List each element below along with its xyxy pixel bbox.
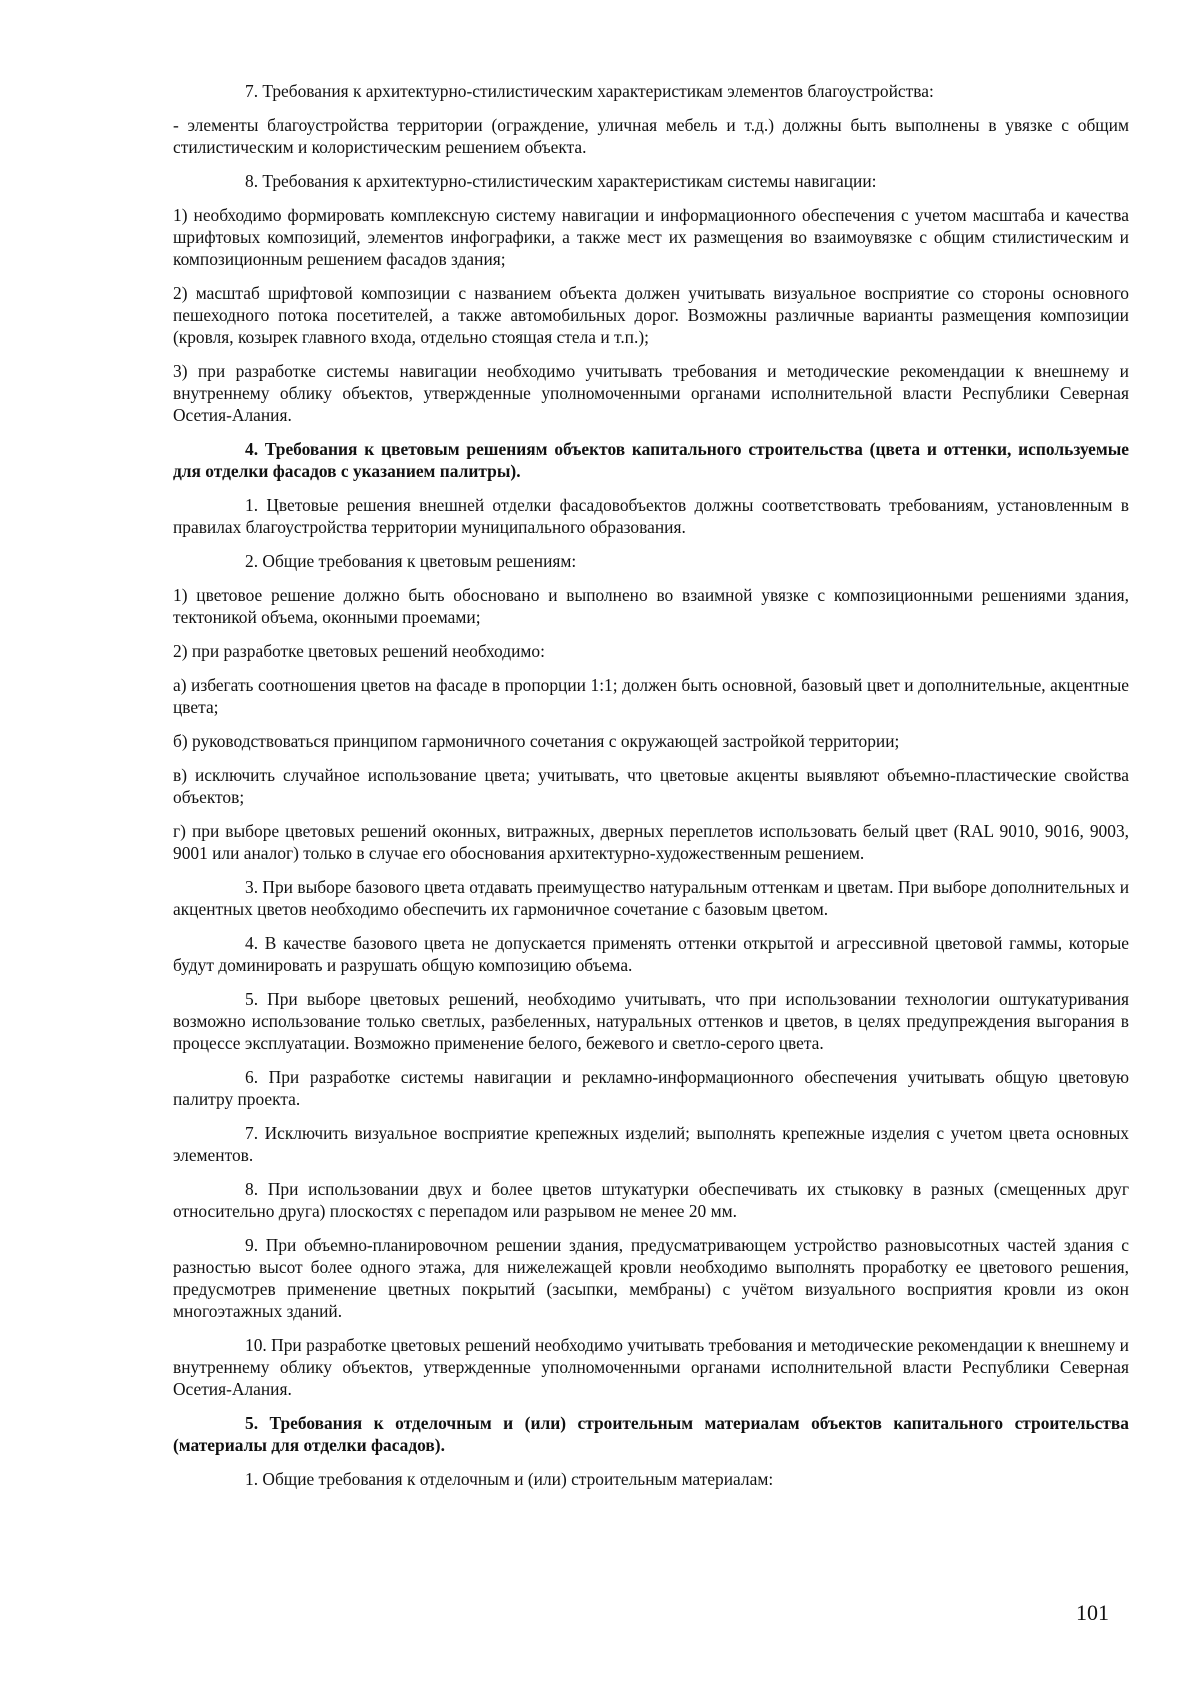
paragraph: 6. При разработке системы навигации и рекламно-информационного обеспечения учитывать общую цветовую палитру проекта. bbox=[173, 1067, 1129, 1109]
paragraph: 4. В качестве базового цвета не допускается применять оттенки открытой и агрессивной цветовой гаммы, которые будут доминировать и разрушать общую композицию объема. bbox=[173, 933, 1129, 975]
paragraph: в) исключить случайное использование цвета; учитывать, что цветовые акценты выявляют объемно-пластические свойства объектов; bbox=[173, 765, 1129, 807]
paragraph: 8. При использовании двух и более цветов штукатурки обеспечивать их стыковку в разных (смещенных друг относительно друга) плоскостях с перепадом или разрывом не менее 20 мм. bbox=[173, 1179, 1129, 1221]
section-heading: 4. Требования к цветовым решениям объектов капитального строительства (цвета и оттенки, используемые для отделки фасадов с указанием палитры). bbox=[173, 439, 1129, 481]
paragraph: г) при выборе цветовых решений оконных, витражных, дверных переплетов использовать белый цвет (RAL 9010, 9016, 9003, 9001 или аналог) только в случае его обоснования архитектурно-художественным решением. bbox=[173, 821, 1129, 863]
paragraph: 2) при разработке цветовых решений необходимо: bbox=[173, 641, 545, 661]
paragraph: 2. Общие требования к цветовым решениям: bbox=[245, 551, 577, 571]
paragraph: 9. При объемно-планировочном решении здания, предусматривающем устройство разновысотных частей здания с разностью высот более одного этажа, для нижележащей кровли необходимо выполнять проработку ее цветового решения, предусмотрев применение цветных покрытий (засыпки, мембраны) с учётом визуального восприятия кровли из окон многоэтажных зданий. bbox=[173, 1235, 1129, 1321]
paragraph: 5. При выборе цветовых решений, необходимо учитывать, что при использовании технологии оштукатуривания возможно использование только светлых, разбеленных, натуральных оттенков и цветов, в целях предупреждения выгорания в процессе эксплуатации. Возможно применение белого, бежевого и светло-серого цвета. bbox=[173, 989, 1129, 1053]
paragraph: 10. При разработке цветовых решений необходимо учитывать требования и методические рекомендации к внешнему и внутреннему облику объектов, утвержденные уполномоченными органами исполнительной власти Республики Северная Осетия-Алания. bbox=[173, 1335, 1129, 1399]
section-heading: 5. Требования к отделочным и (или) строительным материалам объектов капитального строительства (материалы для отделки фасадов). bbox=[173, 1413, 1129, 1455]
paragraph: 8. Требования к архитектурно-стилистическим характеристикам системы навигации: bbox=[245, 171, 877, 191]
paragraph: 3. При выборе базового цвета отдавать преимущество натуральным оттенкам и цветам. При выборе дополнительных и акцентных цветов необходимо обеспечить их гармоничное сочетание с базовым цветом. bbox=[173, 877, 1129, 919]
paragraph: 7. Исключить визуальное восприятие крепежных изделий; выполнять крепежные изделия с учетом цвета основных элементов. bbox=[173, 1123, 1129, 1165]
paragraph: 1) цветовое решение должно быть обосновано и выполнено во взаимной увязке с композиционными решениями здания, тектоникой объема, оконными проемами; bbox=[173, 585, 1129, 627]
paragraph: 1) необходимо формировать комплексную систему навигации и информационного обеспечения с учетом масштаба и качества шрифтовых композиций, элементов инфографики, а также мест их размещения во взаимоувязке с общим стилистическим и композиционным решением фасадов здания; bbox=[173, 205, 1129, 269]
paragraph: 3) при разработке системы навигации необходимо учитывать требования и методические рекомендации к внешнему и внутреннему облику объектов, утвержденные уполномоченными органами исполнительной власти Республики Северная Осетия-Алания. bbox=[173, 361, 1129, 425]
paragraph: 2) масштаб шрифтовой композиции с названием объекта должен учитывать визуальное восприятие со стороны основного пешеходного потока посетителей, а также автомобильных дорог. Возможны различные варианты размещения композиции (кровля, козырек главного входа, отдельно стоящая стела и т.п.); bbox=[173, 283, 1129, 347]
paragraph: 1. Цветовые решения внешней отделки фасадовобъектов должны соответствовать требованиям, установленным в правилах благоустройства территории муниципального образования. bbox=[173, 495, 1129, 537]
paragraph: 1. Общие требования к отделочным и (или) строительным материалам: bbox=[245, 1469, 774, 1489]
paragraph: - элементы благоустройства территории (ограждение, уличная мебель и т.д.) должны быть выполнены в увязке с общим стилистическим и колористическим решением объекта. bbox=[173, 115, 1129, 157]
paragraph: а) избегать соотношения цветов на фасаде в пропорции 1:1; должен быть основной, базовый цвет и дополнительные, акцентные цвета; bbox=[173, 675, 1129, 717]
paragraph: б) руководствоваться принципом гармоничного сочетания с окружающей застройкой территории; bbox=[173, 731, 900, 751]
document-page bbox=[173, 80, 1129, 1502]
page-number: 101 bbox=[1076, 1600, 1109, 1625]
paragraph: 7. Требования к архитектурно-стилистическим характеристикам элементов благоустройства: bbox=[245, 81, 934, 101]
